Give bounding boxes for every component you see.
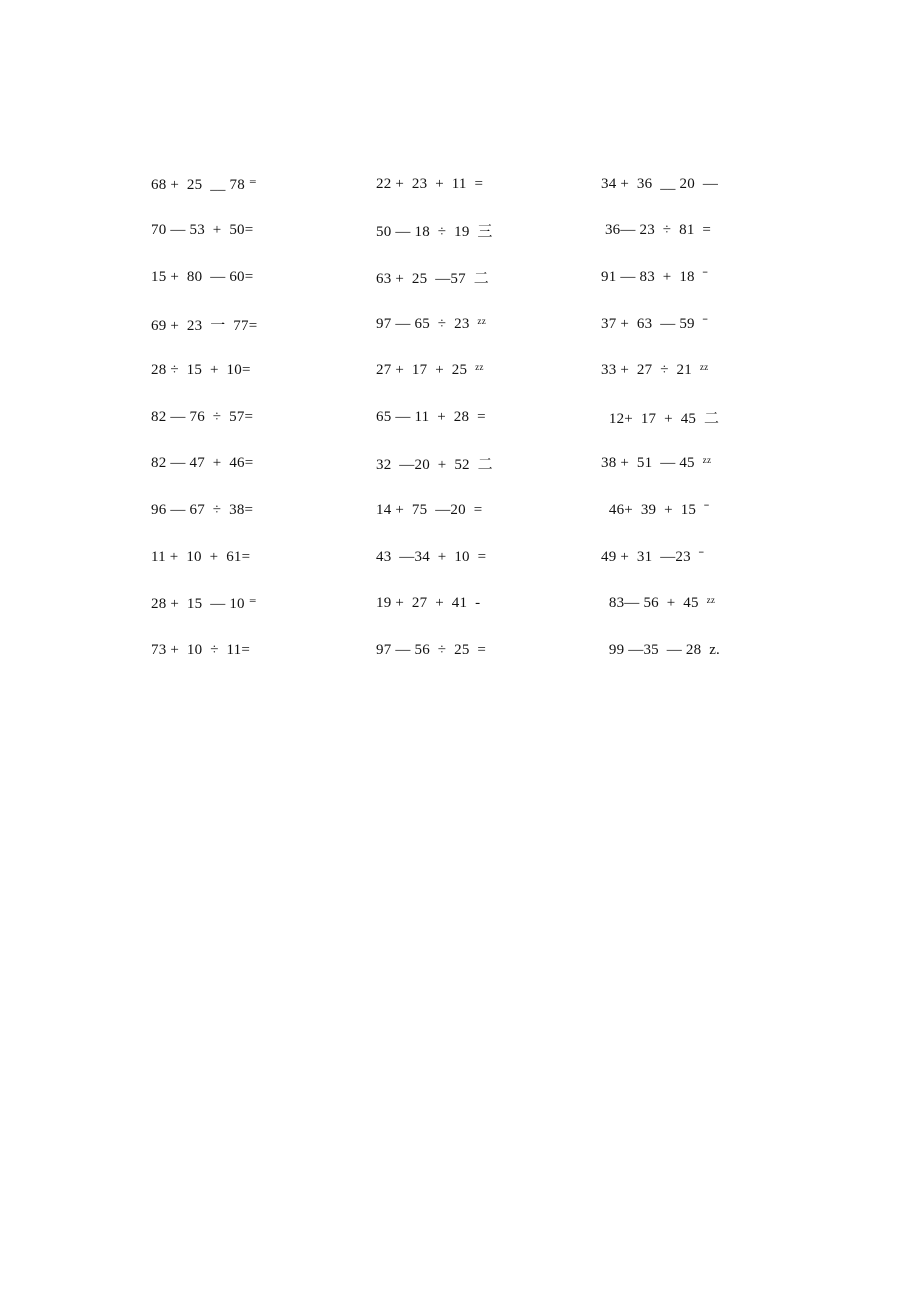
- problem-row: [376, 301, 576, 348]
- problem-row: [376, 534, 576, 581]
- problem-row: [151, 487, 351, 534]
- problem-row: [601, 441, 801, 488]
- problem-row: [601, 627, 801, 674]
- problem-row: [151, 347, 351, 394]
- problem-row: [151, 208, 351, 255]
- problem-text: 97 — 56 ÷ 25 =: [376, 641, 487, 658]
- problem-text: 28 ÷ 15 + 10=: [151, 362, 251, 379]
- problem-text: 73 + 10 ÷ 11=: [151, 641, 251, 658]
- problem-row: [601, 487, 801, 534]
- problem-row: [601, 534, 801, 581]
- problem-row: [601, 580, 801, 627]
- problem-text: 15 + 80 — 60=: [151, 268, 254, 285]
- problem-text: 36— 23 ÷ 81 =: [601, 222, 712, 239]
- problem-row: [151, 301, 351, 348]
- problem-text: 14 + 75 —20 =: [376, 501, 483, 518]
- problem-row: [151, 441, 351, 488]
- problem-row: [376, 394, 576, 441]
- problem-text: 38 + 51 — 45 ᶻᶻ: [601, 455, 712, 472]
- problem-text: 82 — 47 + 46=: [151, 455, 254, 472]
- problem-row: [376, 580, 576, 627]
- problem-text: 65 — 11 + 28 =: [376, 408, 486, 425]
- problem-column-2: [376, 161, 576, 674]
- problem-text: 11 + 10 + 61=: [151, 548, 251, 565]
- problem-text: 33 + 27 ÷ 21 ᶻᶻ: [601, 362, 709, 379]
- problem-row: [151, 580, 351, 627]
- problem-text: 83— 56 + 45 ᶻᶻ: [601, 595, 716, 612]
- problem-row: [151, 627, 351, 674]
- problem-text: 22 + 23 + 11 =: [376, 175, 484, 192]
- problem-row: [601, 254, 801, 301]
- problem-row: [376, 487, 576, 534]
- problem-text: 49 + 31 —23 ˉ: [601, 548, 704, 565]
- problem-row: [601, 301, 801, 348]
- problem-text: 82 — 76 ÷ 57=: [151, 408, 254, 425]
- problem-row: [151, 254, 351, 301]
- problem-row: [376, 208, 576, 255]
- problem-row: [151, 534, 351, 581]
- problem-row: [151, 161, 351, 208]
- problem-row: [376, 627, 576, 674]
- problem-text: 91 — 83 + 18 ˉ: [601, 268, 708, 285]
- problem-row: [376, 441, 576, 488]
- problem-row: [601, 161, 801, 208]
- problem-text: 12+ 17 + 45 二: [601, 410, 720, 427]
- problem-text: 34 + 36 __ 20 —: [601, 175, 719, 192]
- problem-row: [601, 394, 801, 441]
- problem-text: 37 + 63 — 59 ˉ: [601, 315, 708, 332]
- problem-row: [376, 254, 576, 301]
- problem-row: [601, 347, 801, 394]
- problem-text: 99 —35 — 28 z.: [601, 641, 721, 658]
- problem-text: 28 + 15 — 10 ⁼: [151, 596, 257, 613]
- problem-column-3: [601, 161, 801, 674]
- problem-text: 50 — 18 ÷ 19 三: [376, 224, 493, 241]
- problem-text: 19 + 27 + 41 -: [376, 595, 481, 612]
- problem-text: 69 + 23 一 77=: [151, 317, 258, 334]
- problem-text: 46+ 39 + 15 ˉ: [601, 501, 710, 518]
- problem-row: [151, 394, 351, 441]
- problem-text: 96 — 67 ÷ 38=: [151, 501, 254, 518]
- problem-text: 32 —20 + 52 二: [376, 457, 493, 474]
- problem-text: 63 + 25 —57 二: [376, 270, 489, 287]
- problem-column-1: [151, 161, 351, 674]
- problem-text: 43 —34 + 10 =: [376, 548, 487, 565]
- problem-text: 68 + 25 __ 78 ⁼: [151, 176, 258, 193]
- problem-text: 70 — 53 + 50=: [151, 222, 254, 239]
- problem-text: 27 + 17 + 25 ᶻᶻ: [376, 362, 484, 379]
- problem-row: [601, 208, 801, 255]
- problem-row: [376, 161, 576, 208]
- problem-row: [376, 347, 576, 394]
- problem-text: 97 — 65 ÷ 23 ᶻᶻ: [376, 315, 487, 332]
